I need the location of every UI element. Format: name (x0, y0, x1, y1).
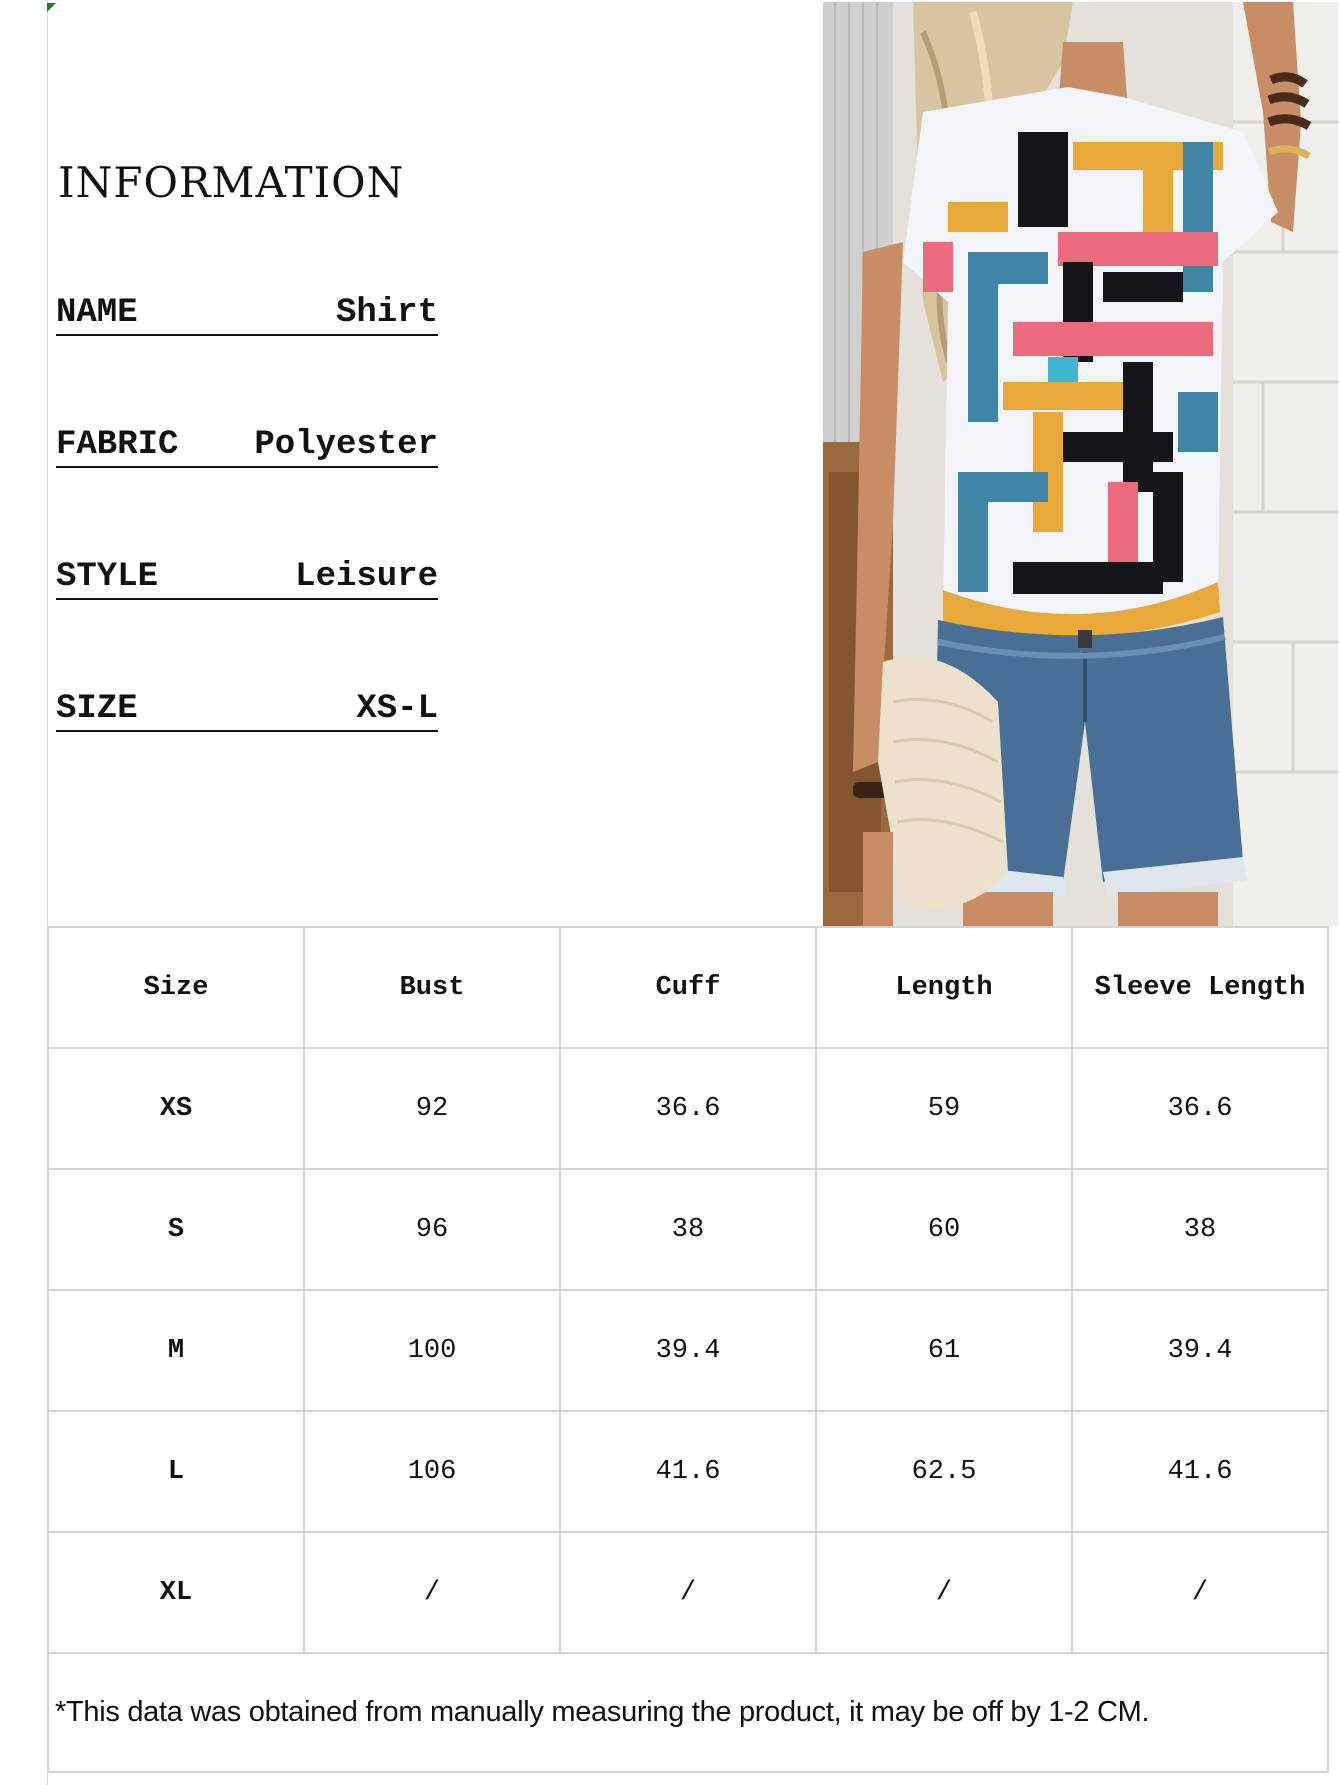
table-cell: 106 (304, 1411, 560, 1532)
table-cell: 100 (304, 1290, 560, 1411)
table-cell: 38 (560, 1169, 816, 1290)
info-key: FABRIC (56, 426, 179, 464)
measurement-note: *This data was obtained from manually measuring the product, it may be off by 1-2 CM. (48, 1653, 1328, 1772)
table-cell: 38 (1072, 1169, 1328, 1290)
table-cell: XS (48, 1048, 304, 1169)
table-cell: 59 (816, 1048, 1072, 1169)
table-row (48, 1169, 1328, 1290)
info-value: Polyester (254, 426, 438, 464)
table-row (48, 1532, 1328, 1653)
info-value: Shirt (335, 294, 438, 332)
table-cell: / (304, 1532, 560, 1653)
table-header-cell: Size (48, 927, 304, 1048)
table-cell: 41.6 (560, 1411, 816, 1532)
size-table (47, 926, 1329, 1773)
table-cell: / (1072, 1532, 1328, 1653)
table-cell: 39.4 (1072, 1290, 1328, 1411)
table-note-row (48, 1653, 1328, 1772)
table-cell: 60 (816, 1169, 1072, 1290)
product-photo (823, 2, 1338, 926)
table-cell: 36.6 (560, 1048, 816, 1169)
table-row (48, 1048, 1328, 1169)
info-value: XS-L (356, 690, 438, 728)
info-key: STYLE (56, 558, 159, 596)
table-cell: / (560, 1532, 816, 1653)
info-row-fabric (56, 424, 438, 468)
table-cell: 92 (304, 1048, 560, 1169)
info-row-size (56, 688, 438, 732)
info-key: NAME (56, 294, 138, 332)
info-key: SIZE (56, 690, 138, 728)
table-cell: XL (48, 1532, 304, 1653)
table-cell: 41.6 (1072, 1411, 1328, 1532)
model-illustration (823, 2, 1338, 926)
table-cell: 36.6 (1072, 1048, 1328, 1169)
table-header-cell: Length (816, 927, 1072, 1048)
table-header-row (48, 927, 1328, 1048)
table-cell: / (816, 1532, 1072, 1653)
table-header-cell: Cuff (560, 927, 816, 1048)
table-header-cell: Sleeve Length (1072, 927, 1328, 1048)
table-row (48, 1290, 1328, 1411)
table-cell: M (48, 1290, 304, 1411)
table-header-cell: Bust (304, 927, 560, 1048)
table-cell: L (48, 1411, 304, 1532)
info-value: Leisure (295, 558, 438, 596)
table-cell: 61 (816, 1290, 1072, 1411)
table-cell: 62.5 (816, 1411, 1072, 1532)
info-row-style (56, 556, 438, 600)
cell-corner-marker (47, 3, 56, 12)
table-cell: 39.4 (560, 1290, 816, 1411)
info-title: INFORMATION (58, 158, 405, 207)
table-cell: S (48, 1169, 304, 1290)
info-row-name (56, 292, 438, 336)
table-row (48, 1411, 1328, 1532)
table-cell: 96 (304, 1169, 560, 1290)
